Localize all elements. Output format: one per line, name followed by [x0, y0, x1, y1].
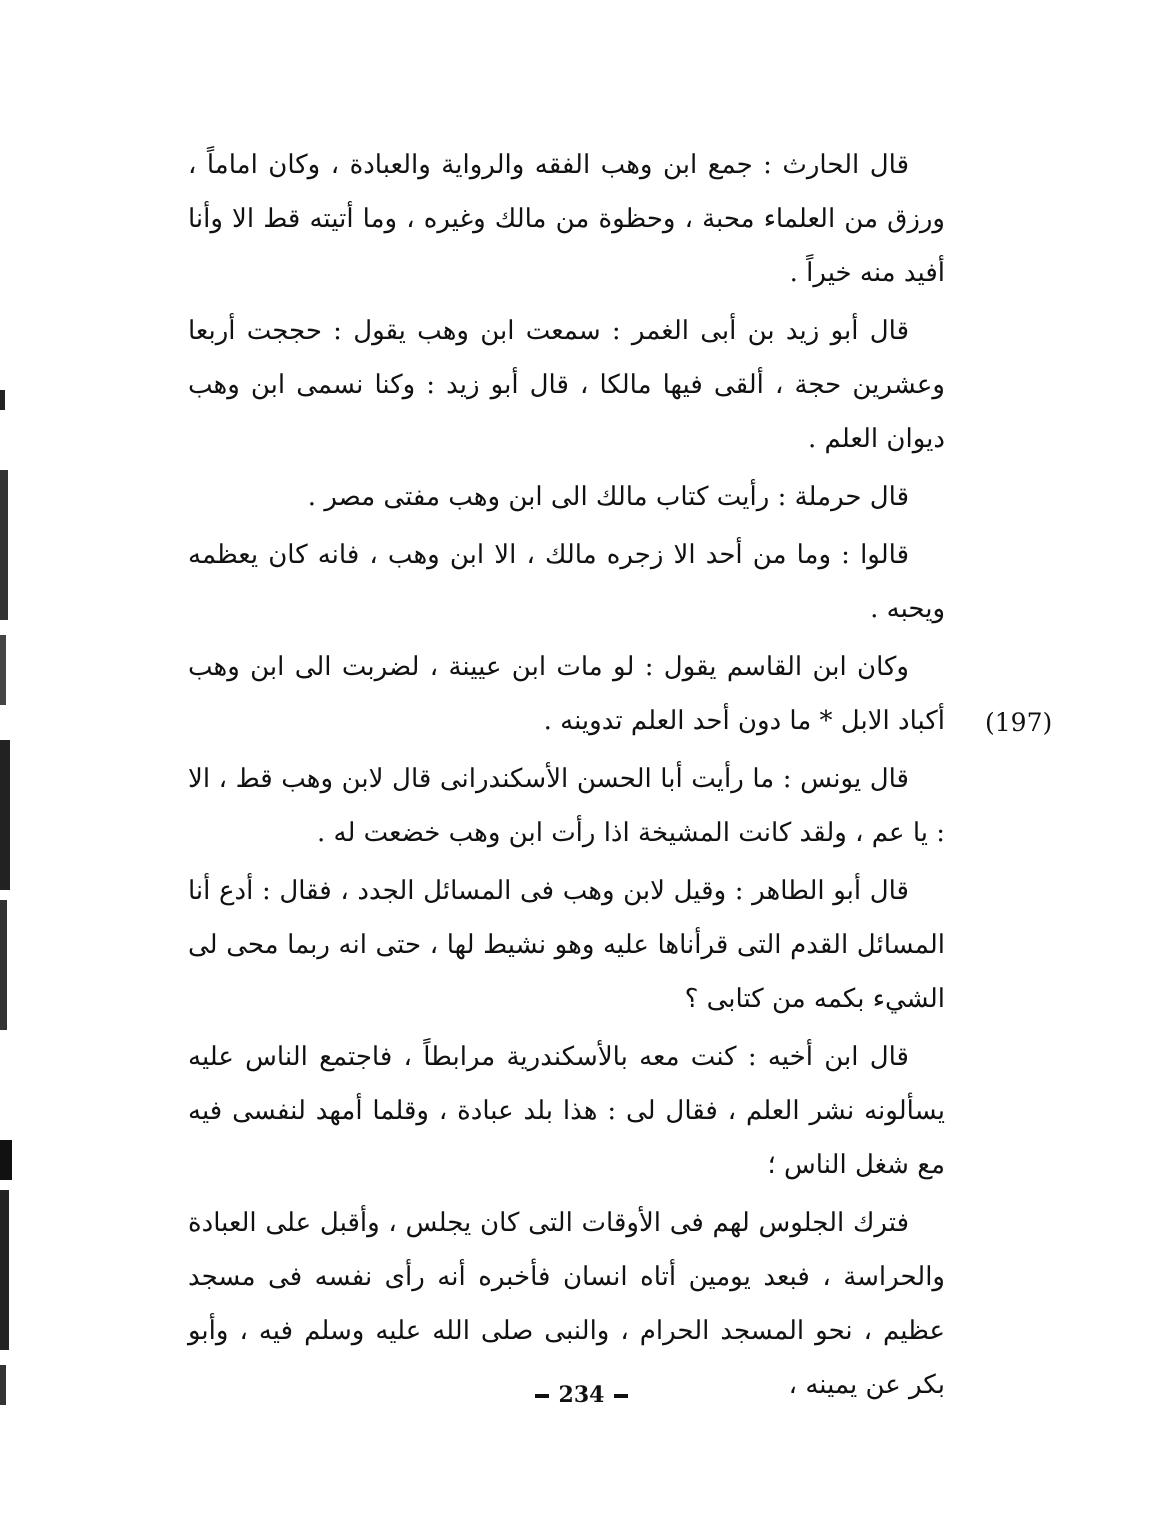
- scan-binding-edge: [0, 380, 14, 1430]
- paragraph: قال ابن أخيه : كنت معه بالأسكندرية مرابطاً ، فاجتمع الناس عليه يسألونه نشر العلم ، فقال لى : هذا بلد عبادة ، وقلما أمهد لنفسى فيه مع شغل الناس ؛: [188, 1042, 945, 1180]
- paragraph: قال يونس : ما رأيت أبا الحسن الأسكندرانى قال لابن وهب قط ، الا : يا عم ، ولقد كانت المشيخة اذا رأت ابن وهب خضعت له .: [188, 764, 945, 848]
- main-text: [188, 138, 945, 1416]
- marginal-number: (197): [985, 708, 1053, 737]
- paragraph: فترك الجلوس لهم فى الأوقات التى كان يجلس ، وأقبل على العبادة والحراسة ، فبعد يومين أتاه انسان فأخبره أنه رأى نفسه فى مسجد عظيم ، نحو المسجد الحرام ، والنبى صلى الله عليه وسلم فيه ، وأبو بكر عن يمينه ،: [188, 1208, 945, 1400]
- dash-left: [535, 1394, 549, 1398]
- dash-right: [614, 1394, 628, 1398]
- page-number-footer: [0, 1382, 1163, 1408]
- paragraph: قال الحارث : جمع ابن وهب الفقه والرواية والعبادة ، وكان اماماً ، ورزق من العلماء محبة ، وحظوة من مالك وغيره ، وما أتيته قط الا وأنا أفيد منه خيراً .: [188, 150, 945, 288]
- paragraph: قال أبو زيد بن أبى الغمر : سمعت ابن وهب يقول : حججت أربعا وعشرين حجة ، ألقى فيها مالكا ، قال أبو زيد : وكنا نسمى ابن وهب ديوان العلم .: [188, 316, 945, 454]
- paragraph: قال حرملة : رأيت كتاب مالك الى ابن وهب مفتى مصر .: [307, 482, 909, 512]
- page-number: 234: [558, 1382, 605, 1408]
- paragraph: قال أبو الطاهر : وقيل لابن وهب فى المسائل الجدد ، فقال : أدع أنا المسائل القدم التى قرأناها عليه وهو نشيط لها ، حتى انه ربما محى لى الشيء بكمه من كتابى ؟: [188, 876, 945, 1014]
- paragraph: قالوا : وما من أحد الا زجره مالك ، الا ابن وهب ، فانه كان يعظمه ويحبه .: [188, 540, 945, 624]
- paragraph: وكان ابن القاسم يقول : لو مات ابن عيينة ، لضربت الى ابن وهب أكباد الابل * ما دون أحد العلم تدوينه .: [188, 652, 945, 736]
